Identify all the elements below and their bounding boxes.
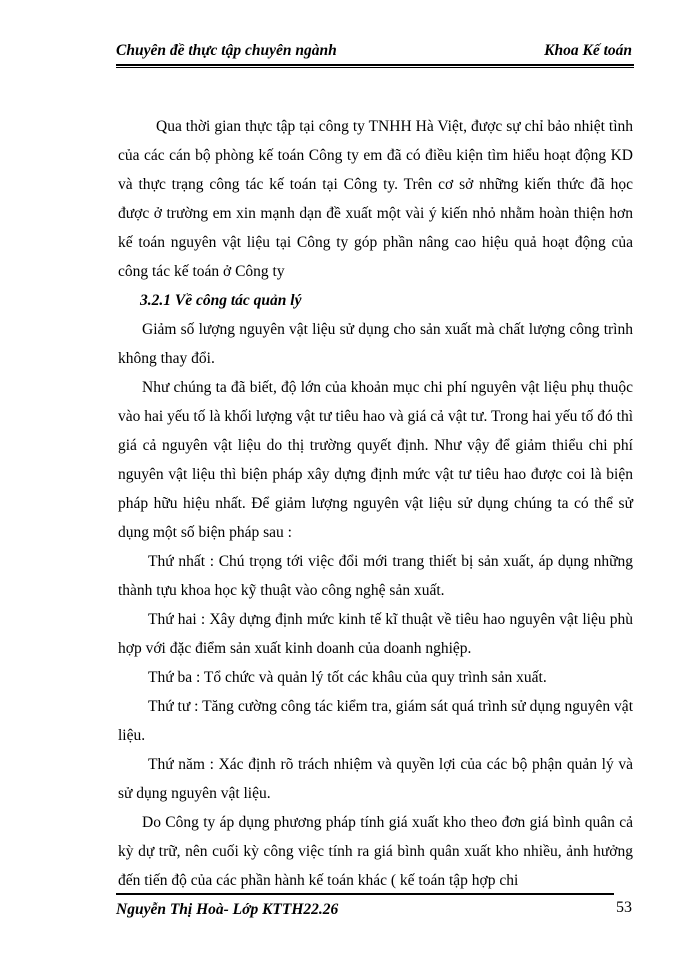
header-rule-thin <box>116 67 634 68</box>
paragraph-cost-factors: Như chúng ta đã biết, độ lớn của khoản mục chi phí nguyên vật liệu phụ thuộc vào hai yếu tố là khối lượng vật tư tiêu hao và giá cả vật tư. Trong hai yếu tố đó thì giá cả nguyên vật liệu do thị trường quyết định. Như vậy để giảm thiểu chi phí nguyên vật liệu thì biện pháp xây dựng định mức vật tư tiêu hao được coi là biện pháp hữu hiệu nhất. Để giảm lượng nguyên vật liệu sử dụng chúng ta có thể sử dụng một số biện pháp sau : <box>118 379 633 541</box>
header-department: Khoa Kế toán <box>544 42 632 59</box>
measure-item-5: Thứ năm : Xác định rõ trách nhiệm và quyền lợi của các bộ phận quản lý và sử dụng nguyên vật liệu. <box>118 756 633 802</box>
measure-item-4: Thứ tư : Tăng cường công tác kiểm tra, giám sát quá trình sử dụng nguyên vật liệu. <box>118 698 633 744</box>
measure-item-3: Thứ ba : Tổ chức và quản lý tốt các khâu của quy trình sản xuất. <box>148 669 547 686</box>
paragraph-reduce-materials: Giảm số lượng nguyên vật liệu sử dụng cho sản xuất mà chất lượng công trình không thay đổi. <box>118 321 633 367</box>
intro-paragraph: Qua thời gian thực tập tại công ty TNHH Hà Việt, được sự chỉ bảo nhiệt tình của các cán bộ phòng kế toán Công ty em đã có điều kiện tìm hiểu hoạt động KD và thực trạng công tác kế toán tại Công ty. Trên cơ sở những kiến thức đã học được ở trường em xin mạnh dạn đề xuất một vài ý kiến nhỏ nhằm hoàn thiện hơn kế toán nguyên vật liệu tại Công ty góp phần nâng cao hiệu quả hoạt động của công tác kế toán ở Công ty <box>118 118 633 280</box>
header-document-title: Chuyên đề thực tập chuyên ngành <box>116 42 337 59</box>
paragraph-pricing-method: Do Công ty áp dụng phương pháp tính giá xuất kho theo đơn giá bình quân cả kỳ dự trữ, nên cuối kỳ công việc tính ra giá bình quân xuất kho nhiều, ảnh hưởng đến tiến độ của các phần hành kế toán khác ( kế toán tập hợp chi <box>118 814 633 889</box>
footer-rule <box>116 893 614 895</box>
footer-author: Nguyễn Thị Hoà- Lớp KTTH22.26 <box>116 901 339 918</box>
document-body <box>118 112 633 895</box>
measure-item-1: Thứ nhất : Chú trọng tới việc đổi mới trang thiết bị sản xuất, áp dụng những thành tựu khoa học kỹ thuật vào công nghệ sản xuất. <box>118 553 633 599</box>
measure-item-2: Thứ hai : Xây dựng định mức kinh tế kĩ thuật về tiêu hao nguyên vật liệu phù hợp với đặc điểm sản xuất kinh doanh của doanh nghiệp. <box>118 611 633 657</box>
section-heading: 3.2.1 Về công tác quản lý <box>140 292 302 309</box>
page-header <box>116 40 634 64</box>
page-number: 53 <box>616 899 632 916</box>
header-rule <box>116 64 634 66</box>
